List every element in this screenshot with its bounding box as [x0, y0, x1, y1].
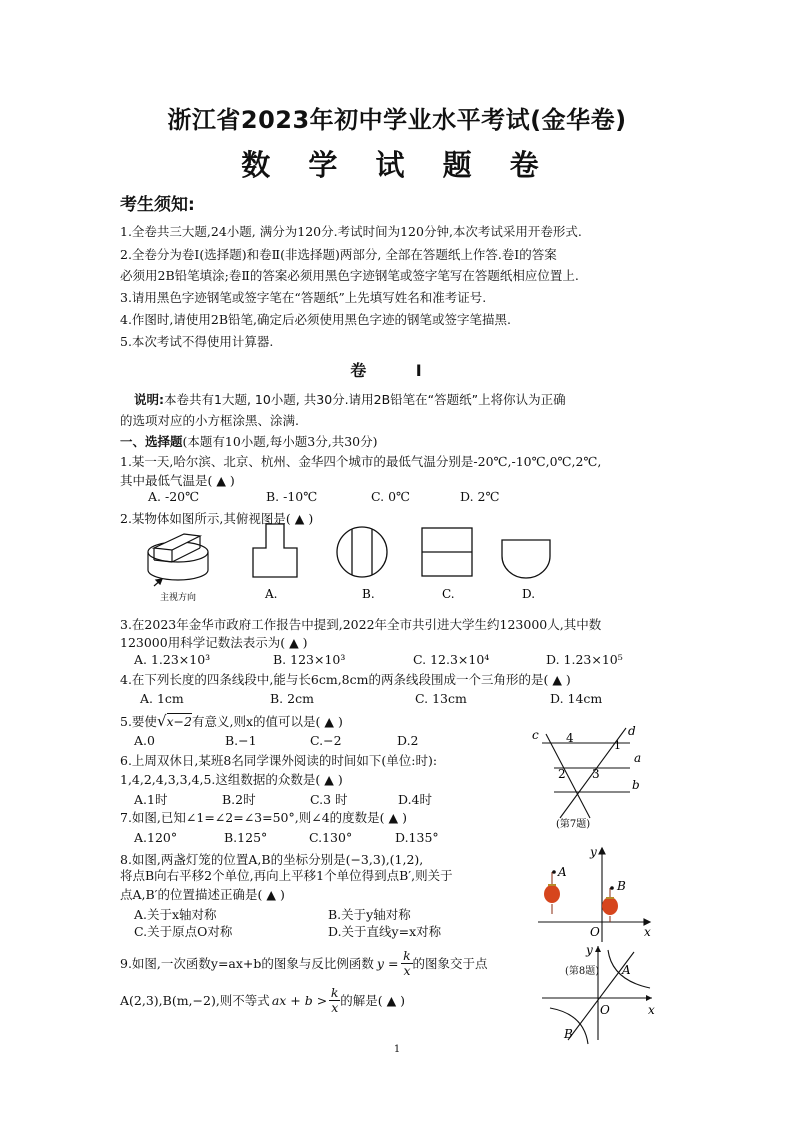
explain-label: 说明:	[134, 392, 164, 407]
notice-item: 3.请用黑色字迹钢笔或签字笔在“答题纸”上先填写姓名和准考证号.	[120, 290, 487, 305]
q8-figure	[528, 842, 668, 950]
q6-option-d: D.4时	[398, 792, 433, 807]
q1-option-c: C. 0℃	[371, 489, 411, 504]
q7-figure	[520, 720, 660, 832]
q1-option-b: B. -10℃	[266, 489, 318, 504]
q9-fraction: $\frac{k}{x}$	[403, 947, 411, 978]
lantern-b-icon	[602, 888, 618, 922]
q9-label-a: A	[622, 963, 631, 977]
q3-option-b: B. 123×10³	[273, 652, 346, 667]
q7-label-c: c	[532, 728, 539, 742]
page-number: 1	[393, 1044, 401, 1055]
q7-option-c: C.130°	[309, 830, 353, 845]
q1-option-a: A. -20℃	[148, 489, 200, 504]
q7-label-a: a	[634, 751, 642, 765]
q8-option-c: C.关于原点O对称	[134, 924, 233, 939]
notice-item: 2.全卷分为卷Ⅰ(选择题)和卷Ⅱ(非选择题)两部分, 全部在答题纸上作答.卷Ⅰ的答案	[120, 247, 557, 262]
exam-title: 浙江省2023年初中学业水平考试(金华卷)	[167, 106, 627, 134]
q5-radicand: x−2	[166, 714, 192, 729]
q4-option-b: B. 2cm	[270, 691, 314, 706]
q8-label-y: y	[590, 845, 597, 859]
q1-text: 1.某一天,哈尔滨、北京、杭州、金华四个城市的最低气温分别是-20℃,-10℃,0℃,2℃,	[120, 454, 602, 469]
explain-line2: 的选项对应的小方框涂黑、涂满.	[120, 413, 299, 428]
q3-option-c: C. 12.3×10⁴	[413, 652, 490, 667]
q8-text: 8.如图,两盏灯笼的位置A,B的坐标分别是(−3,3),(1,2),	[120, 852, 424, 867]
q7-angle-3: 3	[592, 767, 600, 781]
q7-option-b: B.125°	[224, 830, 268, 845]
q9-label-b: B	[564, 1027, 573, 1041]
q8-label-o: O	[590, 925, 600, 939]
notice-item: 4.作图时,请使用2B铅笔,确定后必须使用黑色字迹的钢笔或签字笔描黑.	[120, 312, 511, 327]
q2-solid-figure	[148, 534, 208, 586]
q2-text: 2.某物体如图所示,其俯视图是( ▲ )	[120, 511, 314, 526]
q9-figure	[530, 940, 670, 1046]
section-title: 卷 Ⅰ	[350, 361, 444, 380]
q3-option-a: A. 1.23×10³	[134, 652, 211, 667]
q8-caption: (第8题)	[565, 966, 600, 977]
q7-option-a: A.120°	[134, 830, 178, 845]
q2-option-d-figure	[502, 540, 550, 578]
q9-label-y: y	[586, 943, 593, 957]
q6-text: 1,4,2,4,3,3,4,5.这组数据的众数是( ▲ )	[120, 772, 343, 787]
q4-text: 4.在下列长度的四条线段中,能与长6cm,8cm的两条线段围成一个三角形的是( ▲ )	[120, 672, 571, 687]
q3-text: 3.在2023年金华市政府工作报告中提到,2022年全市共引进大学生约123000人,其中数	[120, 617, 602, 632]
q6-option-c: C.3 时	[310, 792, 348, 807]
q5-option-a: A.0	[134, 733, 155, 748]
q7-angle-2: 2	[558, 767, 566, 781]
q2-option-c-figure	[422, 528, 472, 576]
q2-option-a-figure	[253, 524, 297, 577]
q2-option-a: A.	[265, 587, 278, 601]
q5-option-c: C.−2	[310, 733, 342, 748]
q1-option-d: D. 2℃	[460, 489, 500, 504]
q8-label-b: B	[617, 879, 626, 893]
explain-line1: 说明:本卷共有1大题, 10小题, 共30分.请用2B铅笔在“答题纸”上将你认为正确	[134, 392, 566, 407]
q8-label-x: x	[644, 925, 651, 939]
q9-text: 9.如图,一次函数y=ax+b的图象与反比例函数 y = $\frac{k}{x}$ 的图象交于点	[120, 947, 488, 978]
notice-item: 必须用2B铅笔填涂;卷Ⅱ的答案必须用黑色字迹钢笔或签字笔写在答题纸相应位置上.	[120, 268, 579, 283]
q8-text: 点A,B′的位置描述正确是( ▲ )	[120, 887, 285, 902]
q3-option-d: D. 1.23×10⁵	[546, 652, 623, 667]
q8-option-b: B.关于y轴对称	[328, 907, 411, 922]
q5-text: 5.要使√x−2有意义,则x的值可以是( ▲ )	[120, 712, 343, 730]
q8-text: 将点B向右平移2个单位,再向上平移1个单位得到点B′,则关于	[120, 868, 453, 883]
notice-heading: 考生须知:	[120, 195, 195, 215]
q7-option-d: D.135°	[395, 830, 439, 845]
q6-option-b: B.2时	[222, 792, 256, 807]
q2-option-c: C.	[442, 587, 455, 601]
q2-option-b: B.	[362, 587, 375, 601]
q6-text: 6.上周双休日,某班8名同学课外阅读的时间如下(单位:时):	[120, 753, 438, 768]
q9-label-x: x	[648, 1003, 655, 1017]
q7-angle-4: 4	[566, 731, 574, 745]
q8-option-a: A.关于x轴对称	[134, 907, 217, 922]
q7-text: 7.如图,已知∠1=∠2=∠3=50°,则∠4的度数是( ▲ )	[120, 810, 407, 825]
q2-figures	[140, 522, 560, 604]
exam-subtitle: 数 学 试 题 卷	[241, 148, 553, 182]
q7-label-b: b	[632, 778, 640, 792]
notice-item: 1.全卷共三大题,24小题, 满分为120分.考试时间为120分钟,本次考试采用开卷形式.	[120, 224, 582, 239]
q9-text: A(2,3),B(m,−2),则不等式 ax + b > k x 的解是( ▲ )	[120, 984, 406, 1015]
q4-option-d: D. 14cm	[550, 691, 603, 706]
q9-label-o: O	[600, 1003, 610, 1017]
notice-item: 5.本次考试不得使用计算器.	[120, 334, 274, 349]
q9-fraction-2: k x	[330, 984, 339, 1015]
q4-option-a: A. 1cm	[140, 691, 184, 706]
q7-caption: (第7题)	[556, 819, 591, 830]
q5-option-d: D.2	[397, 733, 419, 748]
q4-option-c: C. 13cm	[415, 691, 467, 706]
q6-option-a: A.1时	[134, 792, 168, 807]
q7-angle-1: 1	[614, 739, 621, 752]
q2-view-label: 主视方向	[160, 593, 197, 603]
q2-option-d: D.	[522, 587, 536, 601]
q5-option-b: B.−1	[225, 733, 257, 748]
q3-text: 123000用科学记数法表示为( ▲ )	[120, 635, 308, 650]
q7-label-d: d	[628, 724, 636, 738]
part1-heading: 一、选择题(本题有10小题,每小题3分,共30分)	[120, 434, 378, 449]
q8-option-d: D.关于直线y=x对称	[328, 924, 442, 939]
q2-option-b-figure	[337, 527, 387, 577]
q8-label-a: A	[558, 865, 567, 879]
q1-text: 其中最低气温是( ▲ )	[120, 473, 235, 488]
